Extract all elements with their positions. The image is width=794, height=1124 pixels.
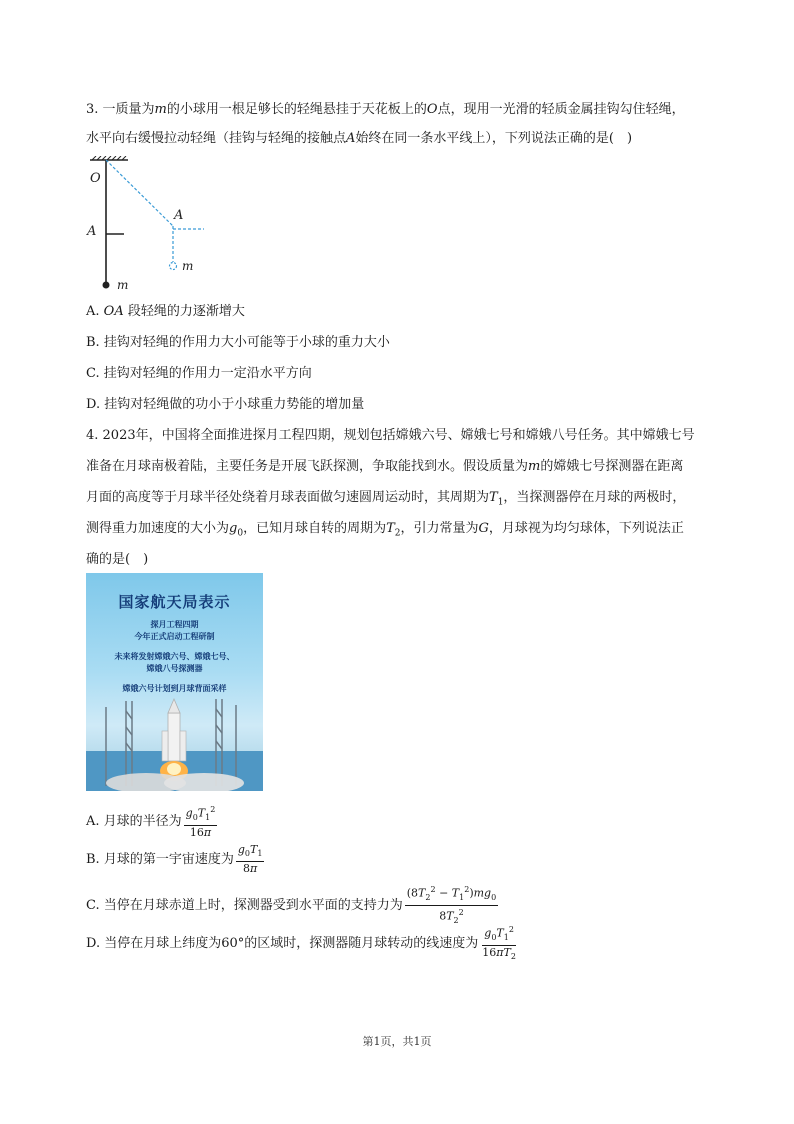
rocket-nose <box>168 699 180 713</box>
poster-title: 国家航天局表示 <box>118 593 231 611</box>
q4-option-d: D. 当停在月球上纬度为60°的区域时，探测器随月球转动的线速度为 $\frac{g_0T_1^2}{16\pi T_2}$ <box>86 925 516 962</box>
rocket-booster-left <box>162 731 168 761</box>
q4-line-2: 准备在月球南极着陆，主要任务是开展飞跃探测，争取能找到水。假设质量为m的嫦娥七号探测器在距离 <box>86 459 684 474</box>
formula-linear-velocity: $\frac{g_0T_1^2}{16\pi T_2}$ <box>482 925 516 962</box>
q4-line-1: 4. 2023年，中国将全面推进探月工程四期，规划包括嫦娥六号、嫦娥七号和嫦娥八号任务。其中嫦娥七号 <box>86 428 695 443</box>
poster-line-3: 未来将发射嫦娥六号、嫦娥七号、 <box>114 651 235 661</box>
q3-option-a: A. OA 段轻绳的力逐渐增大 <box>86 304 245 319</box>
q4-option-a: A. 月球的半径为 $\frac{g_0T_1^2}{16\pi}$ <box>86 805 216 839</box>
poster-line-4: 嫦娥八号探测器 <box>146 663 203 673</box>
poster-line-1: 探月工程四期 <box>150 619 199 629</box>
rocket-launch-graphic <box>86 691 263 791</box>
label-m-right: m <box>182 259 194 273</box>
formula-support-force: $\frac{(8T_2^2 - T_1^2)mg_0}{8T_2^2}$ <box>406 885 497 925</box>
q4-line-4: 测得重力加速度的大小为$g_0$，已知月球自转的周期为$T_2$，引力常量为G，月球视为均匀球体，下列说法正 <box>86 521 684 539</box>
q4-line-5: 确的是( ) <box>86 552 149 567</box>
ball-right <box>170 263 177 270</box>
page-footer: 第1页，共1页 <box>362 1035 432 1048</box>
rocket-booster-right <box>180 731 186 761</box>
dashed-rope-diagonal <box>106 160 173 226</box>
label-o: O <box>90 171 101 186</box>
poster-line-5: 嫦娥六号计划到月球背面采样 <box>122 683 227 693</box>
rocket-body <box>168 713 180 761</box>
q3-option-c: C. 挂钩对轻绳的作用力一定沿水平方向 <box>86 366 312 381</box>
q3-line-2: 水平向右缓慢拉动轻绳（挂钩与轻绳的接触点A始终在同一条水平线上），下列说法正确的是( ) <box>86 131 633 146</box>
q3-line-1: 3. 一质量为m的小球用一根足够长的轻绳悬挂于天花板上的O点，现用一光滑的轻质金属挂钩勾住轻绳， <box>86 102 685 117</box>
q3-option-d: D. 挂钩对轻绳做的功小于小球重力势能的增加量 <box>86 397 365 412</box>
label-a-right: A <box>174 208 184 223</box>
rocket-flame-core <box>167 763 181 775</box>
poster-line-2: 今年正式启动工程研制 <box>134 631 215 641</box>
q4-option-b: B. 月球的第一宇宙速度为 $\frac{g_0T_1}{8\pi}$ <box>86 843 263 876</box>
formula-first-cosmic-velocity: $\frac{g_0T_1}{8\pi}$ <box>237 843 263 876</box>
space-agency-poster-image <box>86 573 263 791</box>
q4-line-3: 月面的高度等于月球半径处绕着月球表面做匀速圆周运动时，其周期为$T_1$，当探测器停在月球的两极时， <box>86 490 686 508</box>
label-a-left: A <box>87 224 97 239</box>
formula-radius: $\frac{g_0T_1^2}{16\pi}$ <box>185 805 216 839</box>
pendulum-diagram <box>84 156 224 296</box>
q3-option-b: B. 挂钩对轻绳的作用力大小可能等于小球的重力大小 <box>86 335 390 350</box>
label-m-left: m <box>117 278 129 292</box>
ball-left <box>103 282 110 289</box>
q4-option-c: C. 当停在月球赤道上时，探测器受到水平面的支持力为 $\frac{(8T_2^2 - T_1^2)mg_0}{8T_2^2}$ <box>86 885 497 925</box>
